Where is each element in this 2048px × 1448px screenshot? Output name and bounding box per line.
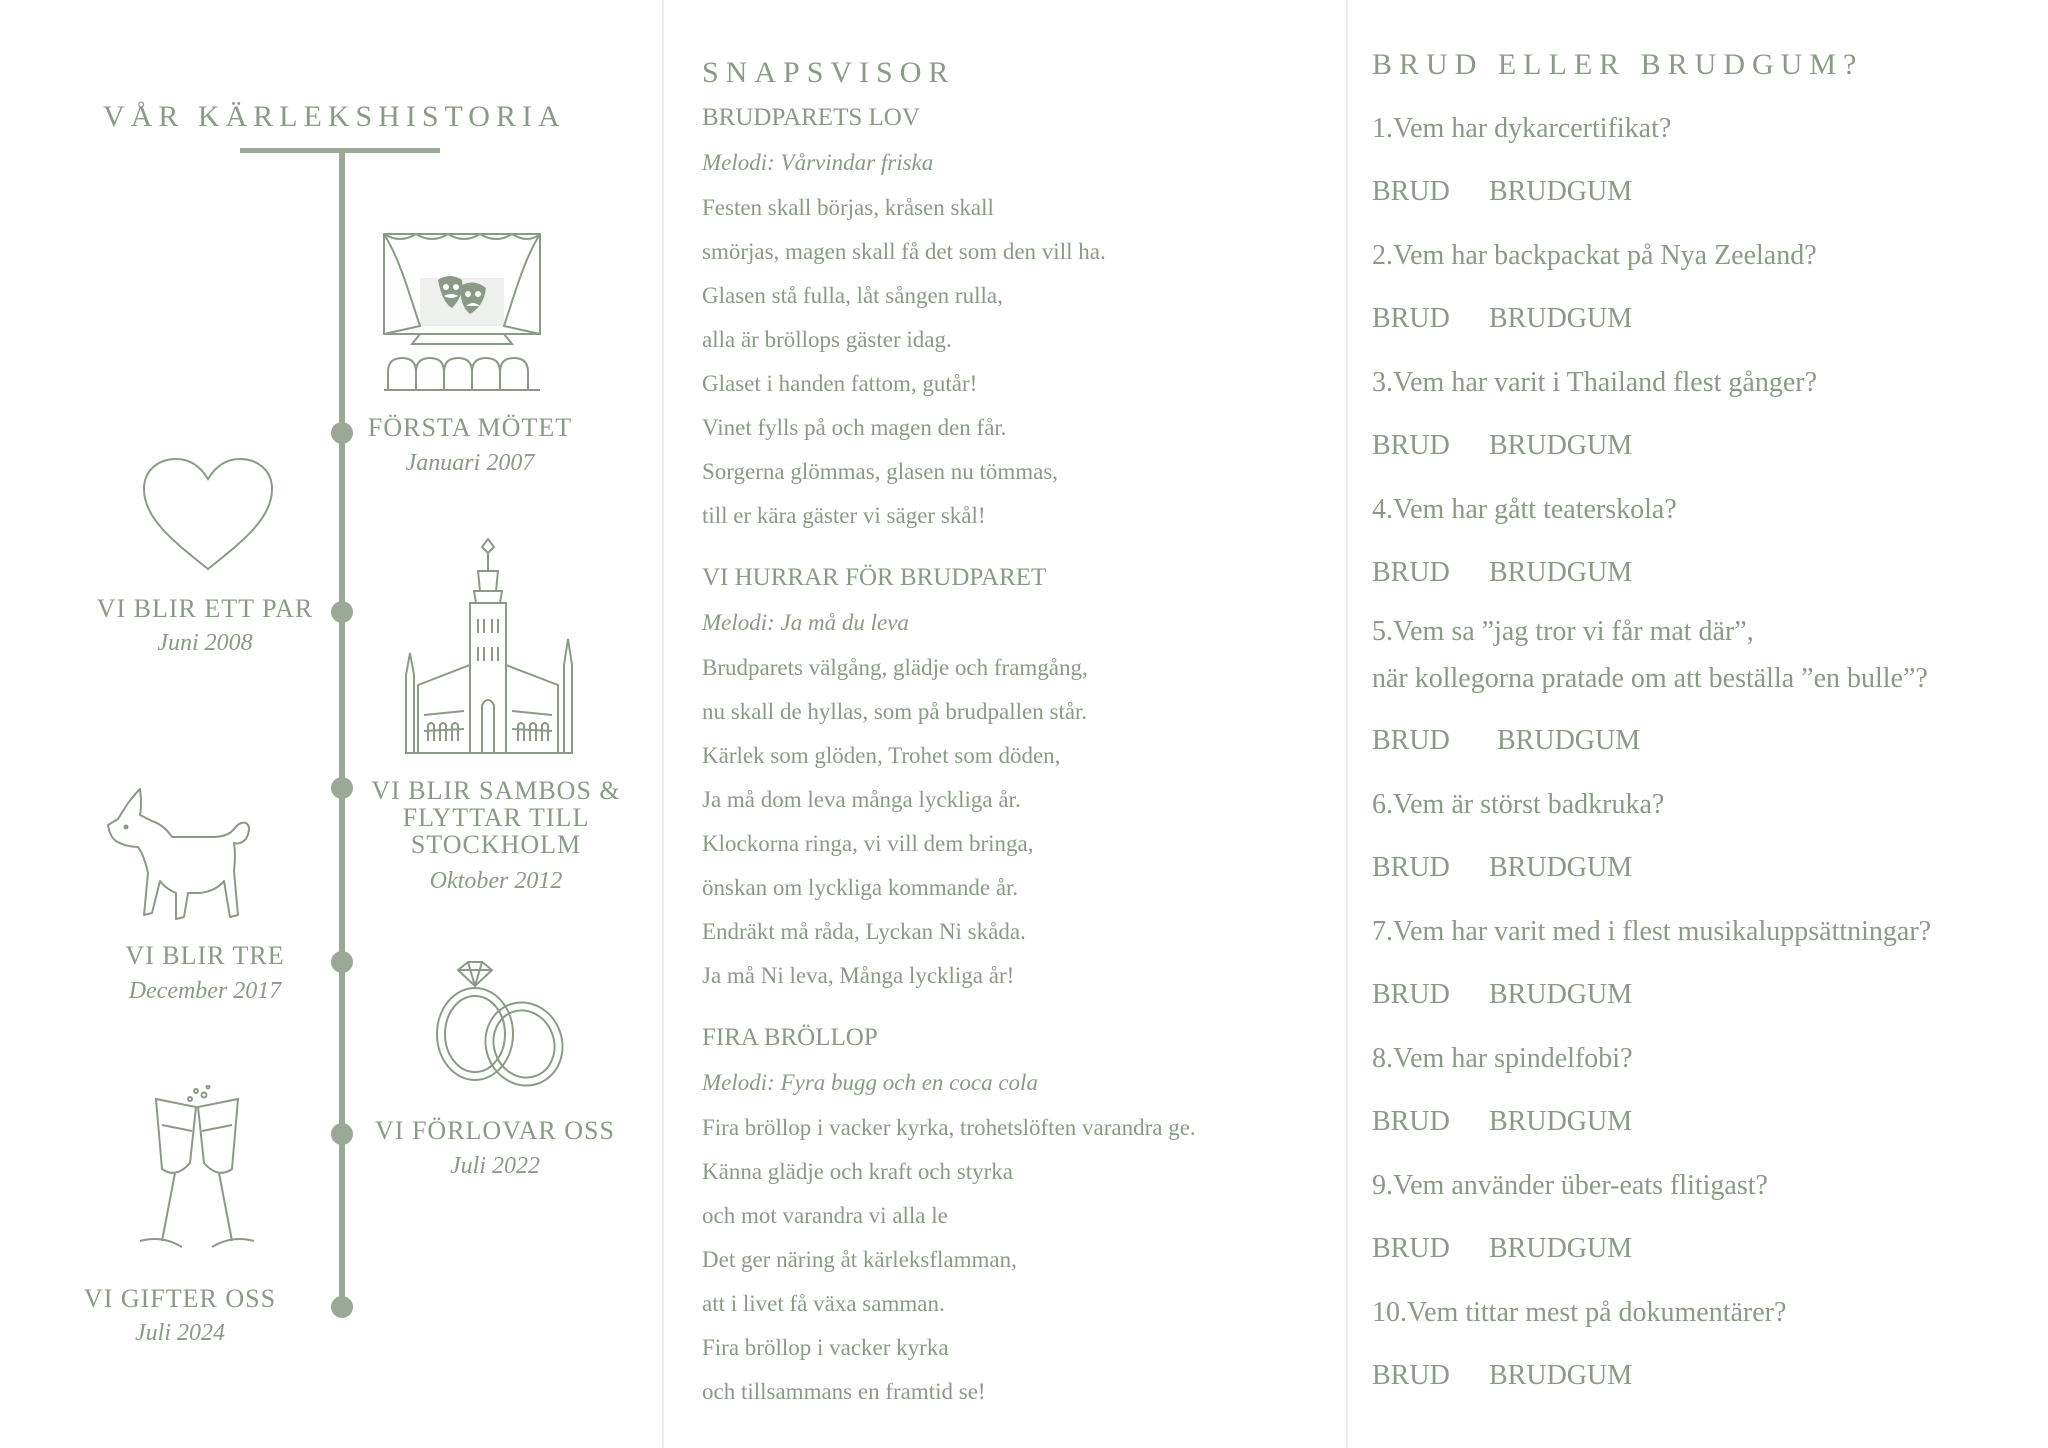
lyric-line: att i livet få växa samman. <box>702 1291 945 1316</box>
answer-bride-7: BRUD <box>1372 979 1450 1010</box>
rings-icon <box>432 960 570 1090</box>
quiz-question-5-cont: när kollegorna pratade om att beställa ”en bulle”? <box>1372 663 1928 694</box>
lyric-line: önskan om lyckliga kommande år. <box>702 875 1019 900</box>
lyric-line: nu skall de hyllas, som på brudpallen står. <box>702 699 1088 724</box>
quiz-panel <box>1348 0 2048 1448</box>
song-lyrics-1 <box>702 186 1106 538</box>
lyric-line: Fira bröllop i vacker kyrka, trohetslöften varandra ge. <box>702 1115 1196 1140</box>
lyric-line: Glasen stå fulla, låt sången rulla, <box>702 283 1003 308</box>
answer-groom-7: BRUDGUM <box>1489 979 1633 1010</box>
event-date-3: Oktober 2012 <box>429 868 563 894</box>
timeline-heading: VÅR KÄRLEKSHISTORIA <box>103 100 566 133</box>
quiz-heading: BRUD ELLER BRUDGUM? <box>1372 48 1864 81</box>
event-date-1: Januari 2007 <box>405 450 535 476</box>
event-date-4: December 2017 <box>128 978 282 1004</box>
song-title-1: BRUDPARETS LOV <box>702 104 920 131</box>
lyric-line: Glaset i handen fattom, gutår! <box>702 371 978 396</box>
timeline-dot-5 <box>331 1123 353 1145</box>
answer-bride-9: BRUD <box>1372 1233 1450 1264</box>
event-title-5: VI FÖRLOVAR OSS <box>375 1116 615 1145</box>
quiz-question-6: 6.Vem är störst badkruka? <box>1372 789 1665 820</box>
quiz-question-9: 9.Vem använder über-eats flitigast? <box>1372 1170 1768 1201</box>
songs-heading: SNAPSVISOR <box>702 56 956 89</box>
quiz-question-7: 7.Vem har varit med i flest musikaluppsättningar? <box>1372 916 1932 947</box>
song-melody-1: Melodi: Vårvindar friska <box>702 150 934 175</box>
lyric-line: Vinet fylls på och magen den får. <box>702 415 1007 440</box>
timeline-dot-1 <box>331 422 353 444</box>
lyric-line: Fira bröllop i vacker kyrka <box>702 1335 949 1360</box>
quiz-question-10: 10.Vem tittar mest på dokumentärer? <box>1372 1297 1787 1328</box>
city-hall-icon <box>398 535 582 765</box>
song-title-2: VI HURRAR FÖR BRUDPARET <box>702 564 1047 591</box>
lyric-line: Sorgerna glömmas, glasen nu tömmas, <box>702 459 1059 484</box>
dog-icon <box>100 785 256 925</box>
event-title-3: VI BLIR SAMBOS & FLYTTAR TILL STOCKHOLM <box>371 776 621 859</box>
quiz-question-4: 4.Vem har gått teaterskola? <box>1372 494 1677 525</box>
quiz-question-8: 8.Vem har spindelfobi? <box>1372 1043 1633 1074</box>
event-date-5: Juli 2022 <box>450 1153 540 1179</box>
event-date-6: Juli 2024 <box>135 1320 225 1346</box>
answer-groom-9: BRUDGUM <box>1489 1233 1633 1264</box>
answer-groom-8: BRUDGUM <box>1489 1106 1633 1137</box>
answer-bride-10: BRUD <box>1372 1360 1450 1391</box>
answer-groom-10: BRUDGUM <box>1489 1360 1633 1391</box>
lyric-line: alla är bröllops gäster idag. <box>702 327 952 352</box>
answer-bride-6: BRUD <box>1372 852 1450 883</box>
lyric-line: Ja må Ni leva, Många lyckliga år! <box>702 963 1015 988</box>
lyric-line: Ja må dom leva många lyckliga år. <box>702 787 1021 812</box>
lyric-line: smörjas, magen skall få det som den vill ha. <box>702 239 1106 264</box>
quiz-question-3: 3.Vem har varit i Thailand flest gånger? <box>1372 367 1817 398</box>
answer-groom-1: BRUDGUM <box>1489 176 1633 207</box>
answer-groom-6: BRUDGUM <box>1489 852 1633 883</box>
timeline-dot-2 <box>331 601 353 623</box>
answer-bride-8: BRUD <box>1372 1106 1450 1137</box>
lyric-line: Festen skall börjas, kråsen skall <box>702 195 994 220</box>
answer-bride-5: BRUD <box>1372 725 1450 756</box>
songs-panel <box>664 0 1346 1448</box>
event-title-6: VI GIFTER OSS <box>83 1284 277 1313</box>
answer-groom-4: BRUDGUM <box>1489 557 1633 588</box>
song-lyrics-2 <box>702 646 1088 998</box>
song-lyrics-3 <box>702 1106 1196 1414</box>
heart-icon <box>140 455 276 575</box>
timeline-dot-3 <box>331 777 353 799</box>
song-melody-2: Melodi: Ja må du leva <box>702 610 909 635</box>
lyric-line: Endräkt må råda, Lyckan Ni skåda. <box>702 919 1026 944</box>
song-title-3: FIRA BRÖLLOP <box>702 1024 878 1051</box>
lyric-line: Brudparets välgång, glädje och framgång, <box>702 655 1088 680</box>
timeline-panel <box>0 0 661 1448</box>
timeline-dot-4 <box>331 951 353 973</box>
event-title-4: VI BLIR TRE <box>125 941 285 970</box>
lyric-line: Känna glädje och kraft och styrka <box>702 1159 1014 1184</box>
lyric-line: Det ger näring åt kärleksflamman, <box>702 1247 1017 1272</box>
lyric-line: och mot varandra vi alla le <box>702 1203 948 1228</box>
answer-bride-3: BRUD <box>1372 430 1450 461</box>
event-date-2: Juni 2008 <box>157 630 253 656</box>
answer-bride-2: BRUD <box>1372 303 1450 334</box>
event-title-1: FÖRSTA MÖTET <box>367 413 573 442</box>
quiz-question-5: 5.Vem sa ”jag tror vi får mat där”, <box>1372 616 1754 647</box>
lyric-line: och tillsammans en framtid se! <box>702 1379 986 1404</box>
theater-stage-icon <box>380 230 544 392</box>
lyric-line: Klockorna ringa, vi vill dem bringa, <box>702 831 1034 856</box>
quiz-question-2: 2.Vem har backpackat på Nya Zeeland? <box>1372 240 1817 271</box>
quiz-question-1: 1.Vem har dykarcertifikat? <box>1372 113 1672 144</box>
answer-bride-4: BRUD <box>1372 557 1450 588</box>
answer-groom-2: BRUDGUM <box>1489 303 1633 334</box>
event-title-2: VI BLIR ETT PAR <box>96 594 314 623</box>
song-melody-3: Melodi: Fyra bugg och en coca cola <box>702 1070 1038 1095</box>
lyric-line: Kärlek som glöden, Trohet som döden, <box>702 743 1061 768</box>
lyric-line: till er kära gäster vi säger skål! <box>702 503 986 528</box>
timeline-dot-6 <box>331 1296 353 1318</box>
answer-bride-1: BRUD <box>1372 176 1450 207</box>
answer-groom-5: BRUDGUM <box>1497 725 1641 756</box>
answer-groom-3: BRUDGUM <box>1489 430 1633 461</box>
champagne-glasses-icon <box>112 1085 282 1265</box>
